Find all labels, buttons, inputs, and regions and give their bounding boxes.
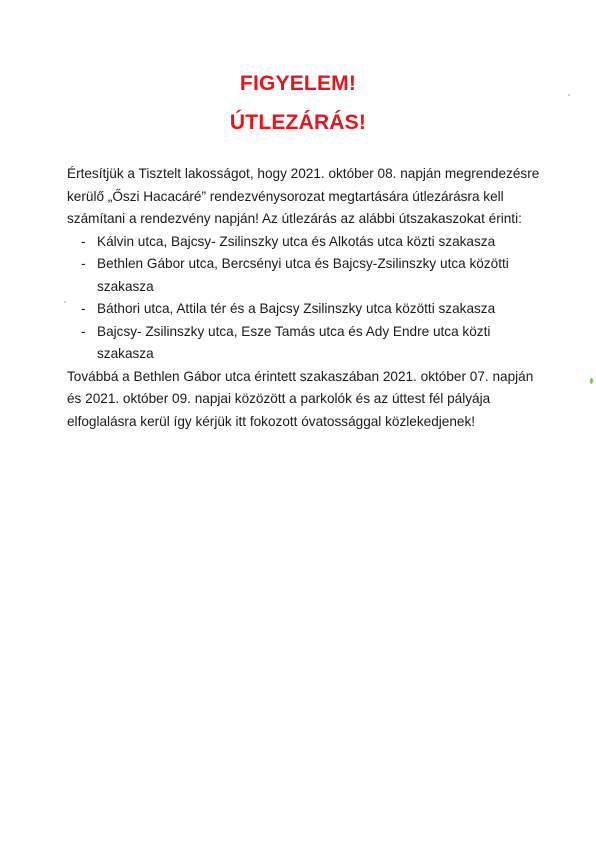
closure-item-text: Bajcsy- Zsilinszky utca, Esze Tamás utca és Ady Endre utca közti szakasza bbox=[97, 323, 491, 361]
dash-marker: - bbox=[81, 233, 86, 249]
closure-item bbox=[67, 231, 547, 254]
additional-paragraph: Továbbá a Bethlen Gábor utca érintett szakaszában 2021. október 07. napján és 2021. október 09. napjai közözött a parkolók és az úttest fél pályája elfoglalásra kerül így kérjük itt fokozott óvatossággal közlekedjenek! bbox=[67, 368, 534, 429]
scan-speck bbox=[64, 301, 66, 303]
intro-paragraph: Értesítjük a Tisztelt lakosságot, hogy 2021. október 08. napján megrendezésre kerülő „Őszi Hacacáré” rendezvénysorozat megtartására útlezárásra kell számítani a rendezvény napján! Az útlezárás az alábbi útszakaszokat érinti: bbox=[67, 166, 540, 226]
scan-speck bbox=[590, 378, 593, 384]
dash-marker: - bbox=[81, 301, 86, 316]
closure-item-text: Bethlen Gábor utca, Bercsényi utca és Bajcsy-Zsilinszky utca közötti szakasza bbox=[97, 256, 509, 294]
notice-body bbox=[67, 163, 547, 433]
dash-marker: - bbox=[81, 323, 86, 339]
closure-item-text: Kálvin utca, Bajcsy- Zsilinszky utca és Alkotás utca közti szakasza bbox=[97, 233, 496, 249]
notice-heading-attention: FIGYELEM! bbox=[239, 72, 357, 95]
closure-list bbox=[67, 231, 547, 366]
closure-item-text: Báthori utca, Attila tér és a Bajcsy Zsilinszky utca közötti szakasza bbox=[97, 301, 496, 316]
closure-item bbox=[67, 298, 547, 321]
notice-heading-road-closure: ÚTLEZÁRÁS! bbox=[229, 111, 367, 134]
dash-marker: - bbox=[81, 256, 86, 271]
closure-item bbox=[67, 321, 547, 366]
scan-speck bbox=[568, 94, 570, 96]
closure-item bbox=[67, 253, 547, 298]
